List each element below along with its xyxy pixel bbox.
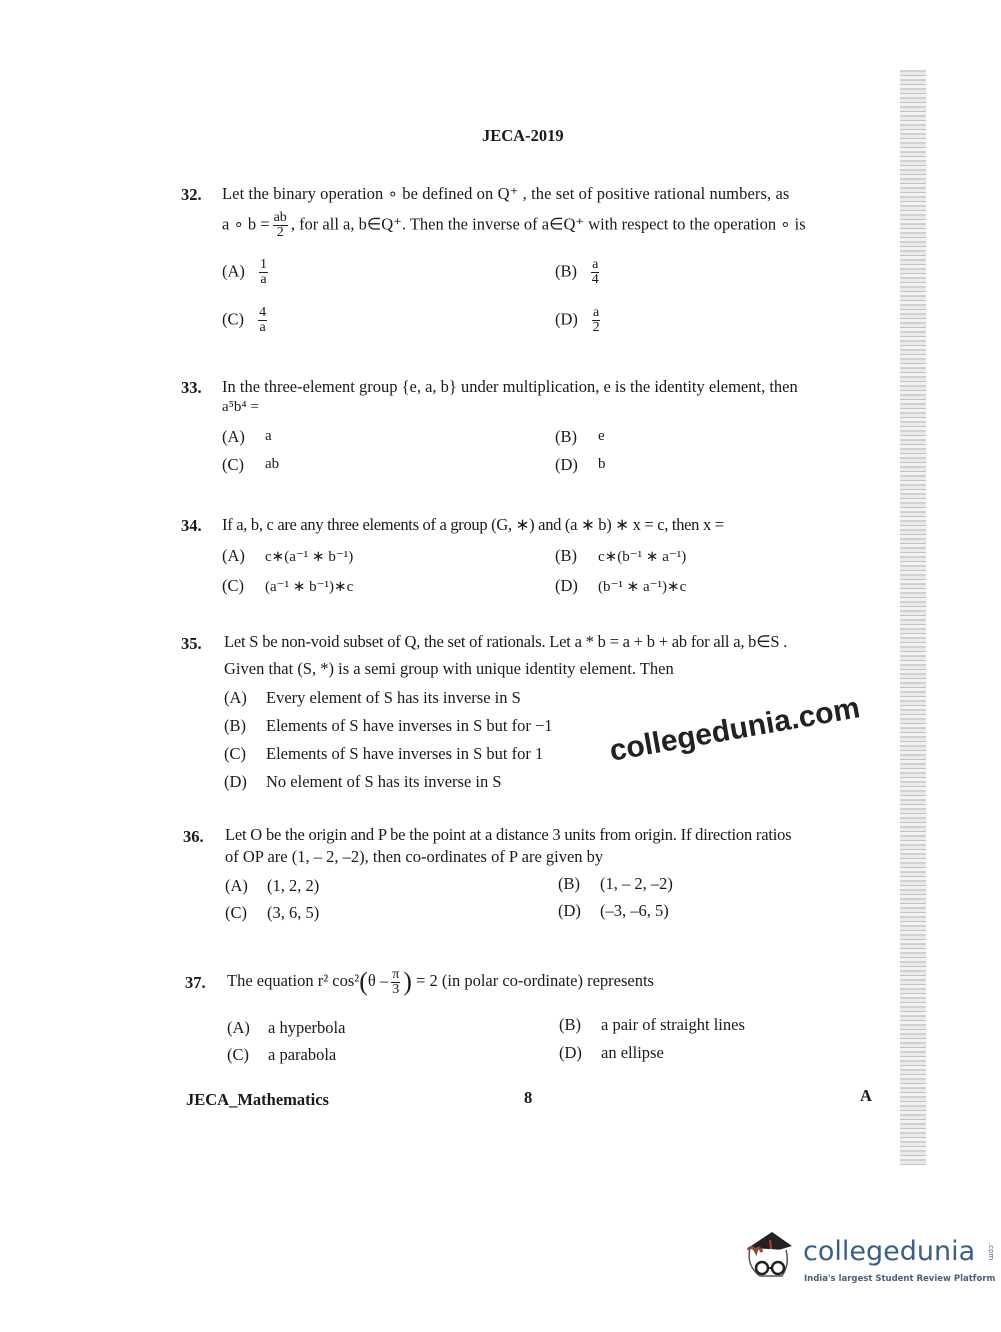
q34-option-a: c∗(a⁻¹ ∗ b⁻¹)	[265, 549, 354, 565]
scan-edge	[900, 70, 926, 1165]
q34-option-b-label: (B)	[555, 546, 577, 565]
q37-option-b: a pair of straight lines	[601, 1015, 745, 1034]
q36-option-a: (1, 2, 2)	[267, 876, 320, 895]
q35-option-b-label: (B)	[224, 716, 246, 735]
q33-number: 33.	[181, 378, 202, 397]
q34-option-a-label: (A)	[222, 546, 245, 565]
q33-option-c: ab	[265, 456, 280, 472]
q36-option-d: (–3, –6, 5)	[600, 901, 669, 920]
q33-option-b: e	[598, 428, 605, 444]
q32-expr-tail: , for all a, b∈Q⁺. Then the inverse of a∈Q⁺ with respect to the operation ∘ is	[290, 214, 806, 234]
page-header: JECA-2019	[482, 126, 564, 145]
q34-option-b: c∗(b⁻¹ ∗ a⁻¹)	[598, 549, 687, 565]
q37-option-d: an ellipse	[601, 1043, 664, 1062]
q35-text-line2: Given that (S, *) is a semi group with unique identity element. Then	[224, 659, 674, 678]
q34-option-d: (b⁻¹ ∗ a⁻¹)∗c	[598, 579, 687, 595]
footer-set: A	[860, 1086, 872, 1105]
q32-fraction: $\frac{ab}{2}$	[273, 210, 287, 240]
q32-expr: a ∘ b =	[222, 214, 270, 234]
q37-number: 37.	[185, 973, 206, 992]
q37-option-b-label: (B)	[559, 1015, 581, 1034]
q37-option-c: a parabola	[268, 1045, 337, 1064]
q33-option-c-label: (C)	[222, 455, 244, 474]
q35-option-a-label: (A)	[224, 688, 247, 707]
logo-tagline: India's largest Student Review Platform	[804, 1274, 996, 1284]
q35-option-c-label: (C)	[224, 744, 246, 763]
q32-option-b: (B) $\frac{a}{4}$	[555, 257, 599, 287]
q35-option-b: Elements of S have inverses in S but for −1	[266, 716, 553, 735]
q34-option-c-label: (C)	[222, 576, 244, 595]
q35-text-line1: Let S be non-void subset of Q, the set of rationals. Let a * b = a + b + ab for all a, b∈S .	[224, 632, 788, 651]
q34-number: 34.	[181, 516, 202, 535]
q33-option-d-label: (D)	[555, 455, 578, 474]
q32-text-line1: Let the binary operation ∘ be defined on Q⁺ , the set of positive rational numbers, as	[222, 184, 790, 203]
q32-option-a: (A) $\frac{1}{a}$	[222, 257, 268, 287]
q37-option-c-label: (C)	[227, 1045, 249, 1064]
collegedunia-mascot-icon	[742, 1226, 802, 1284]
q33-text-line1: In the three-element group {e, a, b} under multiplication, e is the identity element, then	[222, 377, 798, 396]
q37-text: The equation r² cos²(θ – $\frac{\pi}{3}$ ) = 2 (in polar co-ordinate) represents	[227, 966, 654, 997]
q36-text-line2: of OP are (1, – 2, –2), then co-ordinates of P are given by	[225, 847, 604, 866]
q37-option-a: a hyperbola	[268, 1018, 346, 1037]
watermark: collegedunia.com	[607, 691, 863, 768]
q36-option-c: (3, 6, 5)	[267, 903, 320, 922]
footer-subject: JECA_Mathematics	[186, 1090, 329, 1109]
q33-option-a: a	[265, 428, 272, 444]
q36-option-c-label: (C)	[225, 903, 247, 922]
q36-option-b-label: (B)	[558, 874, 580, 893]
q32-option-c: (C) $\frac{4}{a}$	[222, 305, 267, 335]
q37-option-a-label: (A)	[227, 1018, 250, 1037]
q35-option-c: Elements of S have inverses in S but for 1	[266, 744, 544, 763]
q33-option-d: b	[598, 456, 606, 472]
q34-option-c: (a⁻¹ ∗ b⁻¹)∗c	[265, 579, 354, 595]
q36-option-a-label: (A)	[225, 876, 248, 895]
q36-number: 36.	[183, 827, 204, 846]
q36-option-d-label: (D)	[558, 901, 581, 920]
q34-text: If a, b, c are any three elements of a group (G, ∗) and (a ∗ b) ∗ x = c, then x =	[222, 515, 724, 534]
q37-option-d-label: (D)	[559, 1043, 582, 1062]
q33-option-b-label: (B)	[555, 427, 577, 446]
q35-option-a: Every element of S has its inverse in S	[266, 688, 521, 707]
q35-option-d-label: (D)	[224, 772, 247, 791]
q33-text-line2: a⁵b⁴ =	[222, 399, 259, 415]
q36-text-line1: Let O be the origin and P be the point at a distance 3 units from origin. If direction ratios	[225, 825, 792, 844]
q32-option-d: (D) $\frac{a}{2}$	[555, 305, 600, 335]
q32-text-line2	[222, 211, 806, 240]
q32-number: 32.	[181, 185, 202, 204]
q35-option-d: No element of S has its inverse in S	[266, 772, 502, 791]
q35-number: 35.	[181, 634, 202, 653]
q36-option-b: (1, – 2, –2)	[600, 874, 673, 893]
footer-page-number: 8	[524, 1088, 533, 1107]
q33-option-a-label: (A)	[222, 427, 245, 446]
logo-brand: collegedunia .com	[803, 1236, 996, 1267]
q34-option-d-label: (D)	[555, 576, 578, 595]
